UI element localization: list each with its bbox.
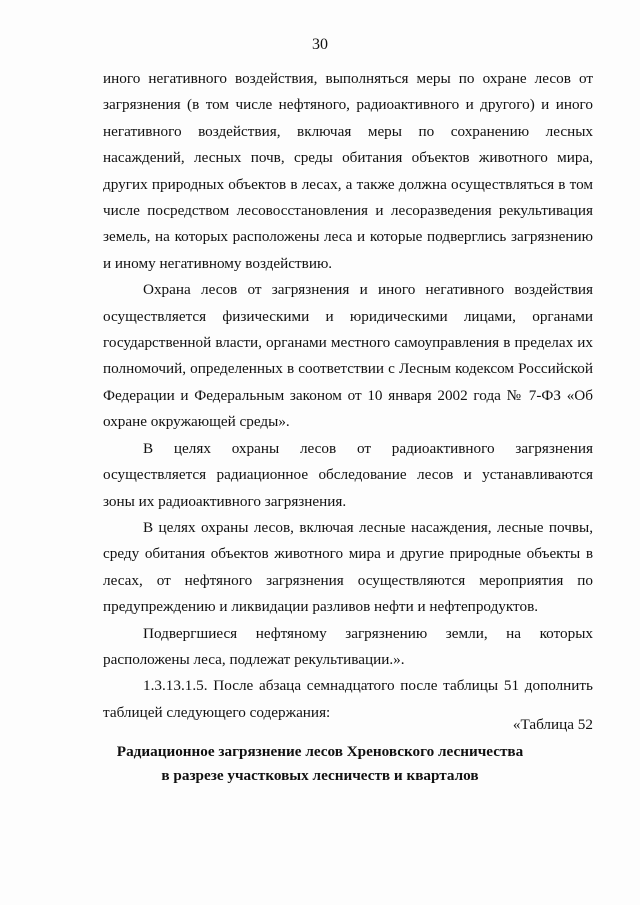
- table-title-line-1: Радиационное загрязнение лесов Хреновского лесничества: [116, 743, 524, 760]
- paragraph-continuation: иного негативного воздействия, выполняться меры по охране лесов от загрязнения (в том числе нефтяного, радиоактивного и другого) и иного негативного воздействия, включая меры по сохранению лесных насаждений, лесных почв, среды обитания объектов животного мира, других природных объектов в лесах, а также должна осуществляться в том числе посредством лесовосстановления и лесоразведения рекультивация земель, на которых расположены леса и которые подверглись загрязнению и иному негативному воздействию.: [103, 70, 593, 272]
- body-text: [103, 66, 593, 726]
- page-number: 30: [312, 36, 328, 53]
- paragraph-forest-protection-bodies: Охрана лесов от загрязнения и иного негативного воздействия осуществляется физическими и юридическими лицами, органами государственной власти, органами местного самоуправления в пределах их полномочий, определенных в соответствии с Лесным кодексом Российской Федерации и Федеральным законом от 10 января 2002 года № 7-ФЗ «Об охране окружающей среды».: [103, 281, 593, 431]
- table-title: [0, 740, 640, 788]
- table-reference-label: «Таблица 52: [512, 716, 593, 733]
- table-title-line-2: в разрезе участковых лесничеств и кварталов: [161, 767, 479, 784]
- paragraph-radioactive-contamination: В целях охраны лесов от радиоактивного загрязнения осуществляется радиационное обследование лесов и устанавливаются зоны их радиоактивного загрязнения.: [103, 439, 593, 510]
- paragraph-amendment-clause: 1.3.13.1.5. После абзаца семнадцатого после таблицы 51 дополнить таблицей следующего содержания:: [103, 677, 593, 721]
- paragraph-recultivation: Подвергшиеся нефтяному загрязнению земли, на которых расположены леса, подлежат рекультивации.».: [103, 624, 593, 668]
- paragraph-oil-contamination: В целях охраны лесов, включая лесные насаждения, лесные почвы, среду обитания объектов животного мира и другие природные объекты в лесах, от нефтяного загрязнения осуществляются мероприятия по предупреждению и ликвидации разливов нефти и нефтепродуктов.: [103, 518, 593, 616]
